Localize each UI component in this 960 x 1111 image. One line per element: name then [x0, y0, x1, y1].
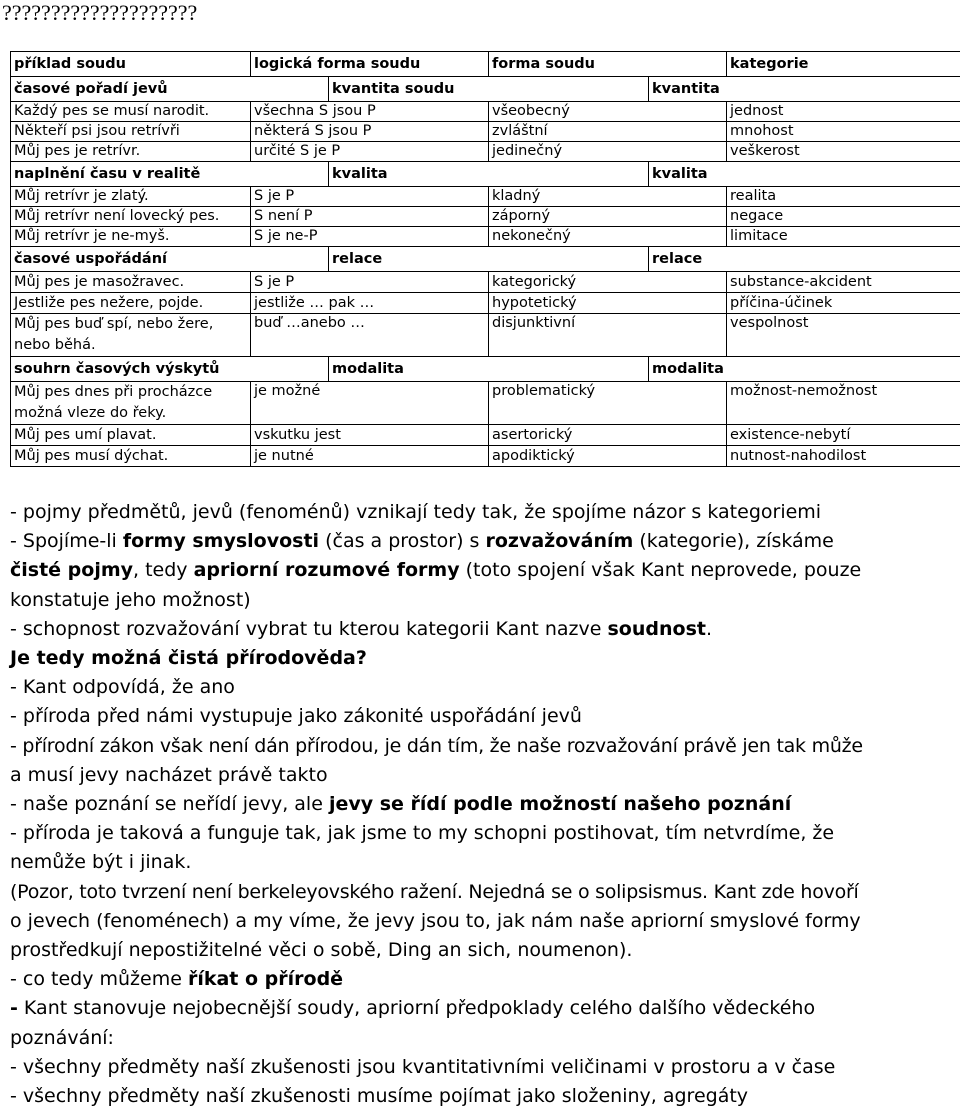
table-header-row — [11, 52, 960, 77]
section-heading — [10, 644, 960, 673]
text-span: Kant stanovuje nejobecnější soudy, apriorní předpoklady celého dalšího vědeckého — [18, 997, 815, 1019]
section-cell: kvantita — [649, 77, 960, 102]
section-cell: souhrn časových výskytů — [11, 357, 329, 382]
table-cell: limitace — [727, 227, 960, 247]
table-section-row — [11, 357, 960, 382]
table-cell: všechna S jsou P — [251, 102, 489, 122]
section-cell: modalita — [329, 357, 649, 382]
paragraph-line — [10, 615, 960, 644]
table-cell: jedinečný — [489, 142, 727, 162]
emphasis-text: Je tedy možná čistá přírodověda? — [10, 647, 367, 669]
table-cell: mnohost — [727, 122, 960, 142]
paragraph-line: - pojmy předmětů, jevů (fenoménů) vznikají tedy tak, že spojíme názor s kategoriemi — [10, 498, 960, 527]
table-row — [11, 272, 960, 293]
table-row — [11, 122, 960, 142]
table-cell: příčina-účinek — [727, 293, 960, 314]
table-section-row — [11, 77, 960, 102]
table-cell: kladný — [489, 187, 727, 207]
section-cell: kvalita — [329, 162, 649, 187]
table-cell: nekonečný — [489, 227, 727, 247]
table-cell: Můj pes je retrívr. — [11, 142, 251, 162]
emphasis-text: formy smyslovosti — [123, 530, 319, 552]
table-cell: S není P — [251, 207, 489, 227]
table-cell: S je P — [251, 187, 489, 207]
table-cell: S je ne-P — [251, 227, 489, 247]
table-row — [11, 293, 960, 314]
section-cell: naplnění času v realitě — [11, 162, 329, 187]
table-row — [11, 425, 960, 446]
table-cell: Můj pes je masožravec. — [11, 272, 251, 293]
table-cell: Můj retrívr je ne-myš. — [11, 227, 251, 247]
table-cell: Můj pes umí plavat. — [11, 425, 251, 446]
table-cell: jestliže … pak … — [251, 293, 489, 314]
table-cell: záporný — [489, 207, 727, 227]
header-cell: logická forma soudu — [251, 52, 489, 77]
paragraph-line: - příroda je taková a funguje tak, jak jsme to my schopni postihovat, tím netvrdíme, že — [10, 819, 960, 848]
paragraph-line — [10, 965, 960, 994]
text-span: - co tedy můžeme — [10, 968, 188, 990]
table-cell: substance-akcident — [727, 272, 960, 293]
section-cell: kvalita — [649, 162, 960, 187]
paragraph-line: - příroda před námi vystupuje jako zákonité uspořádání jevů — [10, 702, 960, 731]
table-cell: Můj pes musí dýchat. — [11, 446, 251, 467]
table-cell: nutnost-nahodilost — [727, 446, 960, 467]
table-cell: veškerost — [727, 142, 960, 162]
emphasis-text: - — [10, 997, 18, 1019]
emphasis-text: apriorní rozumové formy — [194, 559, 460, 581]
paragraph-line: nemůže být i jinak. — [10, 848, 960, 877]
section-cell: modalita — [649, 357, 960, 382]
paragraph-line: o jevech (fenoménech) a my víme, že jevy jsou to, jak nám naše apriorní smyslové formy — [10, 907, 960, 936]
table-cell: je nutné — [251, 446, 489, 467]
section-cell: kvantita soudu — [329, 77, 649, 102]
section-cell: relace — [649, 247, 960, 272]
page-title: ???????????????????? — [2, 0, 197, 26]
text-span: - Spojíme-li — [10, 530, 123, 552]
paragraph-line: - přírodní zákon však není dán přírodou, je dán tím, že naše rozvažování právě jen tak může — [10, 732, 960, 761]
text-span: - schopnost rozvažování vybrat tu kterou kategorii Kant nazve — [10, 618, 608, 640]
header-cell: forma soudu — [489, 52, 727, 77]
table-cell: Můj retrívr není lovecký pes. — [11, 207, 251, 227]
paragraph-line: poznávání: — [10, 1024, 960, 1053]
table-section-row — [11, 162, 960, 187]
paragraph-line: (Pozor, toto tvrzení není berkeleyovského ražení. Nejedná se o solipsismus. Kant zde hovoří — [10, 878, 960, 907]
table-cell: apodiktický — [489, 446, 727, 467]
emphasis-text: čisté pojmy — [10, 559, 133, 581]
paragraph-line: konstatuje jeho možnost) — [10, 586, 960, 615]
emphasis-text: rozvažováním — [485, 530, 633, 552]
text-span: (toto spojení však Kant neprovede, pouze — [460, 559, 862, 581]
paragraph-line — [10, 556, 960, 585]
body-text — [10, 498, 960, 1111]
table-cell: jednost — [727, 102, 960, 122]
kant-judgments-table — [10, 51, 960, 467]
section-cell: časové uspořádání — [11, 247, 329, 272]
table-section-row — [11, 247, 960, 272]
table-row — [11, 187, 960, 207]
paragraph-line: - všechny předměty naší zkušenosti jsou kvantitativními veličinami v prostoru a v čase — [10, 1053, 960, 1082]
section-cell: relace — [329, 247, 649, 272]
table-row — [11, 446, 960, 467]
table-cell: určité S je P — [251, 142, 489, 162]
emphasis-text: říkat o přírodě — [188, 968, 343, 990]
table-cell: buď …anebo … — [251, 314, 489, 357]
paragraph-line — [10, 527, 960, 556]
header-cell: příklad soudu — [11, 52, 251, 77]
table-row — [11, 227, 960, 247]
text-span: - naše poznání se neřídí jevy, ale — [10, 793, 329, 815]
header-cell: kategorie — [727, 52, 960, 77]
emphasis-text: jevy se řídí podle možností našeho poznání — [329, 793, 791, 815]
table-cell: negace — [727, 207, 960, 227]
table-row — [11, 382, 960, 425]
text-span: . — [706, 618, 712, 640]
table-cell: Někteří psi jsou retrívři — [11, 122, 251, 142]
table-cell: asertorický — [489, 425, 727, 446]
paragraph-line: - Kant odpovídá, že ano — [10, 673, 960, 702]
table-cell: zvláštní — [489, 122, 727, 142]
table-cell: existence-nebytí — [727, 425, 960, 446]
table-row — [11, 314, 960, 357]
table-cell: vespolnost — [727, 314, 960, 357]
table-cell: Každý pes se musí narodit. — [11, 102, 251, 122]
table-cell: je možné — [251, 382, 489, 425]
table-cell: Jestliže pes nežere, pojde. — [11, 293, 251, 314]
table-cell: Můj pes buď spí, nebo žere, nebo běhá. — [11, 314, 251, 357]
paragraph-line: a musí jevy nacházet právě takto — [10, 761, 960, 790]
paragraph-line: prostředkují nepostižitelné věci o sobě, Ding an sich, noumenon). — [10, 936, 960, 965]
table-row — [11, 207, 960, 227]
paragraph-line — [10, 790, 960, 819]
table-cell: S je P — [251, 272, 489, 293]
section-cell: časové pořadí jevů — [11, 77, 329, 102]
table-cell: Můj pes dnes při procházce možná vleze do řeky. — [11, 382, 251, 425]
table-cell: problematický — [489, 382, 727, 425]
table-cell: Můj retrívr je zlatý. — [11, 187, 251, 207]
paragraph-line — [10, 994, 960, 1023]
text-span: (kategorie), získáme — [633, 530, 834, 552]
paragraph-line: - všechny předměty naší zkušenosti musíme pojímat jako složeniny, agregáty — [10, 1082, 960, 1111]
emphasis-text: soudnost — [608, 618, 706, 640]
table-row — [11, 102, 960, 122]
text-span: (čas a prostor) s — [319, 530, 485, 552]
table-cell: realita — [727, 187, 960, 207]
table-cell: vskutku jest — [251, 425, 489, 446]
table-cell: některá S jsou P — [251, 122, 489, 142]
table-cell: všeobecný — [489, 102, 727, 122]
table-cell: hypotetický — [489, 293, 727, 314]
table-cell: kategorický — [489, 272, 727, 293]
table-cell: disjunktivní — [489, 314, 727, 357]
table-cell: možnost-nemožnost — [727, 382, 960, 425]
table-row — [11, 142, 960, 162]
text-span: , tedy — [133, 559, 194, 581]
